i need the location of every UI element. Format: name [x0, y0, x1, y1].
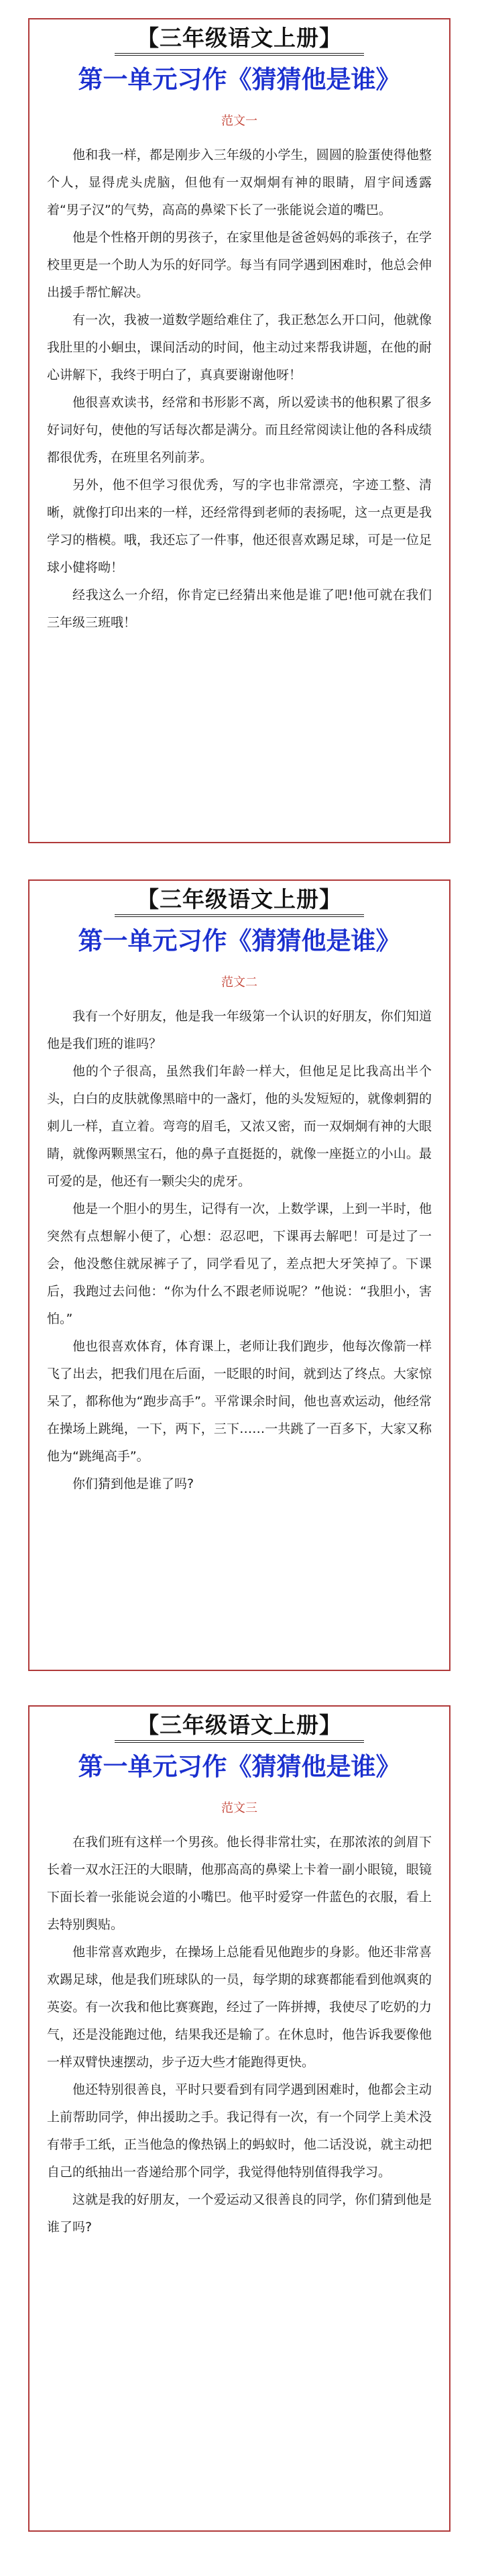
essay-card-2 [28, 879, 450, 1671]
paragraph: 有一次，我被一道数学题给难住了，我正愁怎么开口问，他就像我肚里的小蛔虫，课间活动的时间，他主动过来帮我讲题，在他的耐心讲解下，我终于明白了，真真要谢谢他呀！ [47, 313, 432, 382]
paragraph: 他很喜欢读书，经常和书形影不离，所以爱读书的他积累了很多好词好句，使他的写话每次都是满分。而且经常阅读让他的各科成绩都很优秀，在班里名列前茅。 [47, 395, 432, 465]
paragraph: 我有一个好朋友，他是我一年级第一个认识的好朋友，你们知道他是我们班的谁吗？ [47, 1009, 432, 1051]
essay-label: 范文一 [221, 114, 257, 128]
grade-title: 【三年级语文上册】 [115, 23, 364, 56]
paragraph: 他还特别很善良，平时只要看到有同学遇到困难时，他都会主动上前帮助同学，伸出援助之手。我记得有一次，有一个同学上美术没有带手工纸，正当他急的像热锅上的蚂蚁时，他二话没说，就主动把自己的纸抽出一沓递给那个同学，我觉得他特别值得我学习。 [47, 2082, 432, 2180]
unit-title: 第一单元习作《猜猜他是谁》 [78, 65, 401, 94]
paragraph: 另外，他不但学习很优秀，写的字也非常漂亮，字迹工整、清晰，就像打印出来的一样，还经常得到老师的表扬呢，这一点更是我学习的楷模。哦，我还忘了一件事，他还很喜欢踢足球，可是一位足球小健将呦！ [47, 478, 432, 575]
unit-title: 第一单元习作《猜猜他是谁》 [78, 926, 401, 955]
paragraph: 他非常喜欢跑步，在操场上总能看见他跑步的身影。他还非常喜欢踢足球，他是我们班球队的一员，每学期的球赛都能看到他飒爽的英姿。有一次我和他比赛赛跑，经过了一阵拼搏，我使尽了吃奶的力气，还是没能跑过他，结果我还是输了。在休息时，他告诉我要像他一样双臂快速摆动，步子迈大些才能跑得更快。 [47, 1945, 432, 2070]
grade-title: 【三年级语文上册】 [115, 1711, 364, 1743]
essay-card-1 [28, 18, 450, 843]
paragraph: 他是一个胆小的男生，记得有一次，上数学课，上到一半时，他突然有点想解小便了，心想：忍忍吧，下课再去解吧！可是过了一会，他没憋住就尿裤子了，同学看见了，差点把大牙笑掉了。下课后，我跑过去问他：“你为什么不跟老师说呢？”他说：“我胆小，害怕。” [47, 1201, 432, 1326]
essay-label: 范文三 [221, 1801, 257, 1815]
paragraph: 这就是我的好朋友，一个爱运动又很善良的同学，你们猜到他是谁了吗? [47, 2192, 432, 2235]
paragraph: 他的个子很高，虽然我们年龄一样大，但他足足比我高出半个头，白白的皮肤就像黑暗中的一盏灯，他的头发短短的，就像刺猬的刺儿一样，直立着。弯弯的眉毛，又浓又密，而一双炯炯有神的大眼睛，就像两颗黑宝石，他的鼻子直挺挺的，就像一座挺立的小山。最可爱的是，他还有一颗尖尖的虎牙。 [47, 1064, 432, 1189]
grade-title: 【三年级语文上册】 [115, 885, 364, 917]
essay-card-3 [28, 1705, 450, 2532]
unit-title: 第一单元习作《猜猜他是谁》 [78, 1752, 401, 1781]
paragraph: 他和我一样，都是刚步入三年级的小学生，圆圆的脸蛋使得他整个人，显得虎头虎脑，但他有一双炯炯有神的眼睛，眉宇间透露着“男子汉”的气势，高高的鼻梁下长了一张能说会道的嘴巴。 [47, 148, 432, 217]
paragraph: 他也很喜欢体育，体育课上，老师让我们跑步，他每次像箭一样飞了出去，把我们甩在后面，一眨眼的时间，就到达了终点。大家惊呆了，都称他为“跑步高手”。平常课余时间，他也喜欢运动，他经常在操场上跳绳，一下，两下，三下……一共跳了一百多下，大家又称他为“跳绳高手”。 [47, 1339, 432, 1464]
paragraph: 他是个性格开朗的男孩子，在家里他是爸爸妈妈的乖孩子，在学校里更是一个助人为乐的好同学。每当有同学遇到困难时，他总会伸出援手帮忙解决。 [47, 230, 432, 300]
paragraph: 在我们班有这样一个男孩。他长得非常壮实，在那浓浓的剑眉下长着一双水汪汪的大眼睛，他那高高的鼻梁上卡着一副小眼镜，眼镜下面长着一张能说会道的小嘴巴。他平时爱穿一件蓝色的衣服，看上去特别舆贴。 [47, 1835, 432, 1932]
paragraph: 你们猜到他是谁了吗? [72, 1477, 194, 1491]
paragraph: 经我这么一介绍，你肯定已经猜出来他是谁了吧!他可就在我们三年级三班哦！ [47, 588, 432, 630]
essay-label: 范文二 [221, 975, 257, 989]
essay-body [47, 1003, 432, 1498]
essay-body [47, 1829, 432, 2241]
essay-body [47, 142, 432, 637]
